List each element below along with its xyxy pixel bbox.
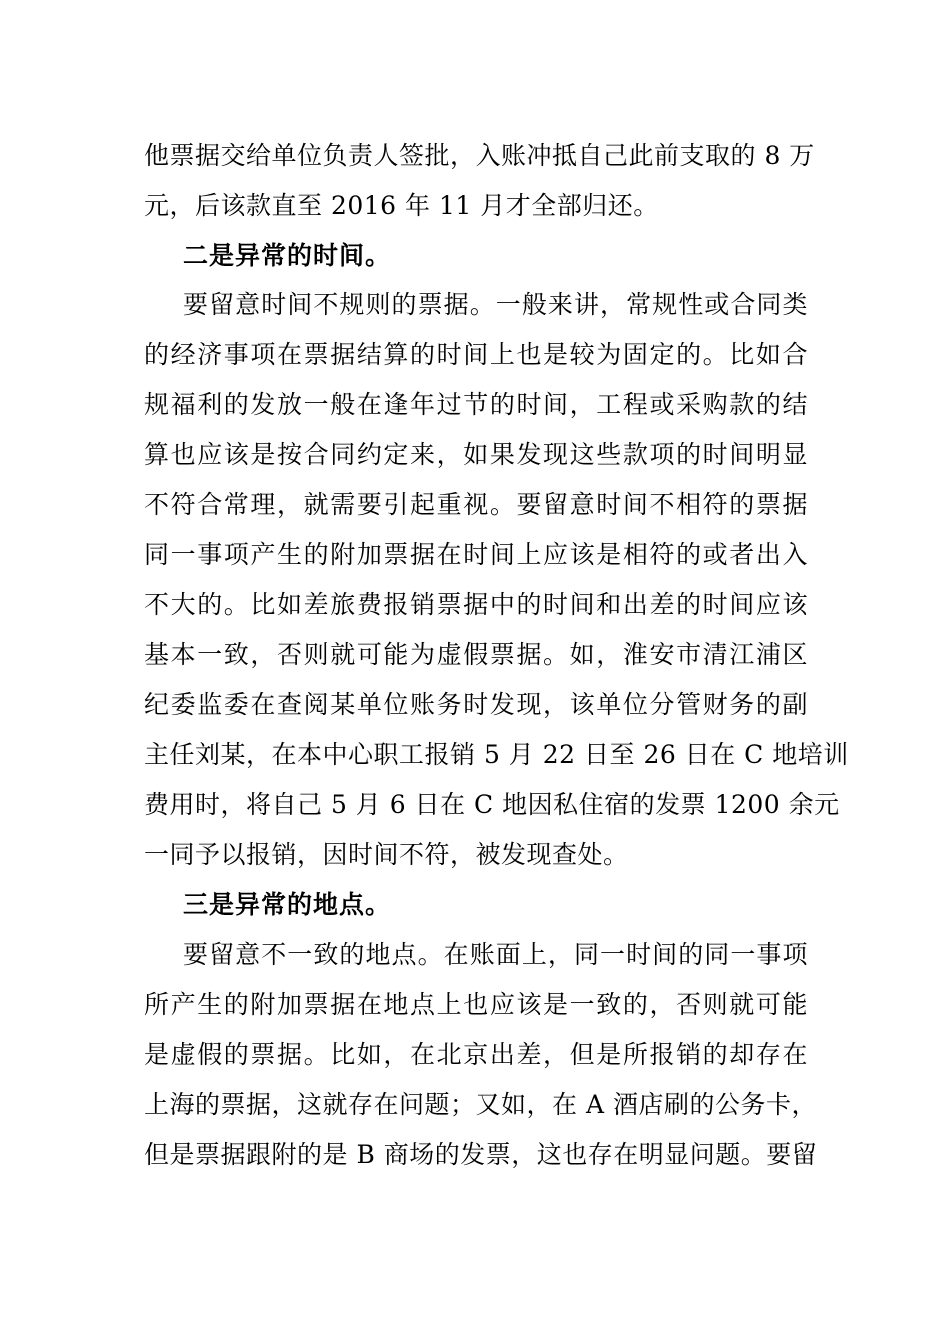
paragraph-line: 元，后该款直至 2016 年 11 月才全部归还。 xyxy=(144,191,659,220)
paragraph-line: 要留意时间不规则的票据。一般来讲，常规性或合同类 xyxy=(183,290,808,319)
paragraph-line: 一同予以报销，因时间不符，被发现查处。 xyxy=(144,840,629,869)
paragraph-line: 他票据交给单位负责人签批，入账冲抵自己此前支取的 8 万 xyxy=(144,141,815,170)
paragraph-line: 不大的。比如差旅费报销票据中的时间和出差的时间应该 xyxy=(144,590,808,619)
section-heading-time: 二是异常的时间。 xyxy=(183,241,392,270)
paragraph-line: 但是票据跟附的是 B 商场的发票，这也存在明显问题。要留 xyxy=(144,1140,818,1169)
paragraph-line: 基本一致，否则就可能为虚假票据。如，淮安市清江浦区 xyxy=(144,640,808,669)
paragraph-line: 纪委监委在查阅某单位账务时发现，该单位分管财务的副 xyxy=(144,690,808,719)
paragraph-line: 同一事项产生的附加票据在时间上应该是相符的或者出入 xyxy=(144,540,808,569)
paragraph-line: 费用时，将自己 5 月 6 日在 C 地因私住宿的发票 1200 余元 xyxy=(144,790,840,819)
paragraph-line: 规福利的发放一般在逢年过节的时间，工程或采购款的结 xyxy=(144,390,808,419)
paragraph-line: 是虚假的票据。比如，在北京出差，但是所报销的却存在 xyxy=(144,1040,808,1069)
paragraph-line: 不符合常理，就需要引起重视。要留意时间不相符的票据 xyxy=(144,490,808,519)
paragraph-line: 的经济事项在票据结算的时间上也是较为固定的。比如合 xyxy=(144,340,808,369)
paragraph-line: 上海的票据，这就存在问题；又如，在 A 酒店刷的公务卡， xyxy=(144,1090,817,1119)
paragraph-line: 要留意不一致的地点。在账面上，同一时间的同一事项 xyxy=(183,940,808,969)
paragraph-line: 主任刘某，在本中心职工报销 5 月 22 日至 26 日在 C 地培训 xyxy=(144,740,849,769)
paragraph-line: 所产生的附加票据在地点上也应该是一致的，否则就可能 xyxy=(144,990,808,1019)
paragraph-line: 算也应该是按合同约定来，如果发现这些款项的时间明显 xyxy=(144,440,808,469)
section-heading-location: 三是异常的地点。 xyxy=(183,890,392,919)
